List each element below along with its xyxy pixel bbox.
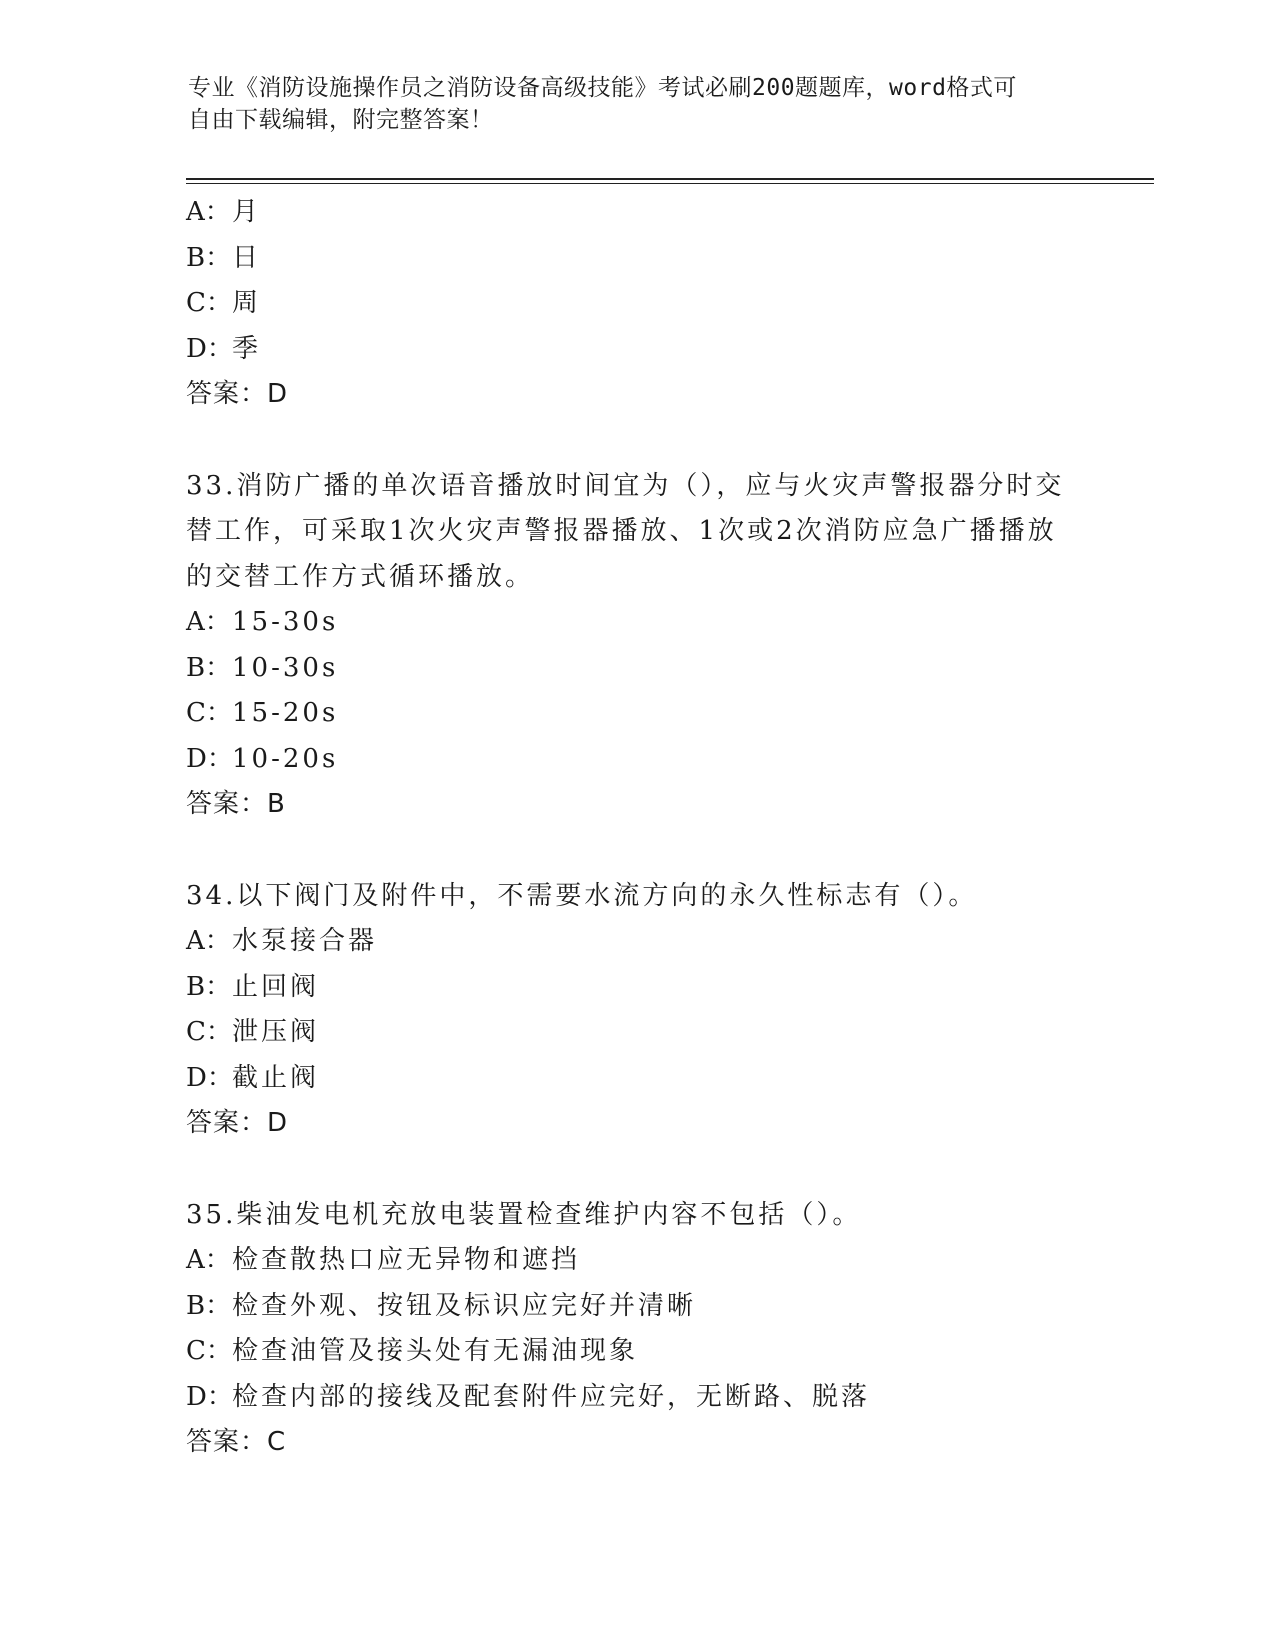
question-text-line: 35.柴油发电机充放电装置检查维护内容不包括（）。	[186, 1199, 862, 1230]
header-line-2: 自由下载编辑，附完整答案！	[188, 107, 494, 133]
option-d: D：截止阀	[186, 1062, 320, 1093]
header-divider-thin	[186, 183, 1154, 184]
option-a: A：检查散热口应无异物和遮挡	[186, 1245, 581, 1275]
question-text-line: 的交替工作方式循环播放。	[186, 561, 535, 592]
option-b: B：检查外观、按钮及标识应完好并清晰	[186, 1290, 697, 1321]
option-a: A：水泵接合器	[186, 926, 378, 956]
option-d: D：10-20s	[186, 743, 339, 774]
option-a: A：月	[186, 197, 262, 227]
question-block-33	[186, 464, 1086, 828]
answer-line: 答案：B	[186, 789, 286, 819]
document-header	[188, 72, 1088, 136]
header-divider-thick	[186, 178, 1154, 180]
answer-line: 答案：D	[186, 379, 289, 409]
question-text-line: 34.以下阀门及附件中，不需要水流方向的永久性标志有（）。	[186, 880, 978, 911]
option-d: D：检查内部的接线及配套附件应完好，无断路、脱落	[186, 1381, 871, 1412]
option-d: D：季	[186, 333, 262, 364]
option-a: A：15-30s	[186, 607, 339, 637]
question-block-34	[186, 874, 1086, 1147]
option-b: B：10-30s	[186, 652, 339, 683]
option-c: C：15-20s	[186, 698, 339, 728]
header-line-1: 专业《消防设施操作员之消防设备高级技能》考试必刷200题题库，word格式可	[188, 75, 1017, 101]
question-text-line: 替工作，可采取1次火灾声警报器播放、1次或2次消防应急广播播放	[186, 516, 1057, 546]
option-c: C：泄压阀	[186, 1017, 320, 1047]
question-block-32	[186, 190, 1086, 418]
question-block-35	[186, 1193, 1086, 1466]
question-content	[186, 190, 1086, 1466]
question-text-line: 33.消防广播的单次语音播放时间宜为（），应与火灾声警报器分时交	[186, 470, 1065, 501]
answer-line: 答案：C	[186, 1427, 287, 1457]
option-b: B：止回阀	[186, 971, 320, 1002]
option-c: C：周	[186, 288, 262, 318]
option-b: B：日	[186, 242, 262, 273]
answer-line: 答案：D	[186, 1108, 289, 1138]
option-c: C：检查油管及接头处有无漏油现象	[186, 1336, 639, 1366]
